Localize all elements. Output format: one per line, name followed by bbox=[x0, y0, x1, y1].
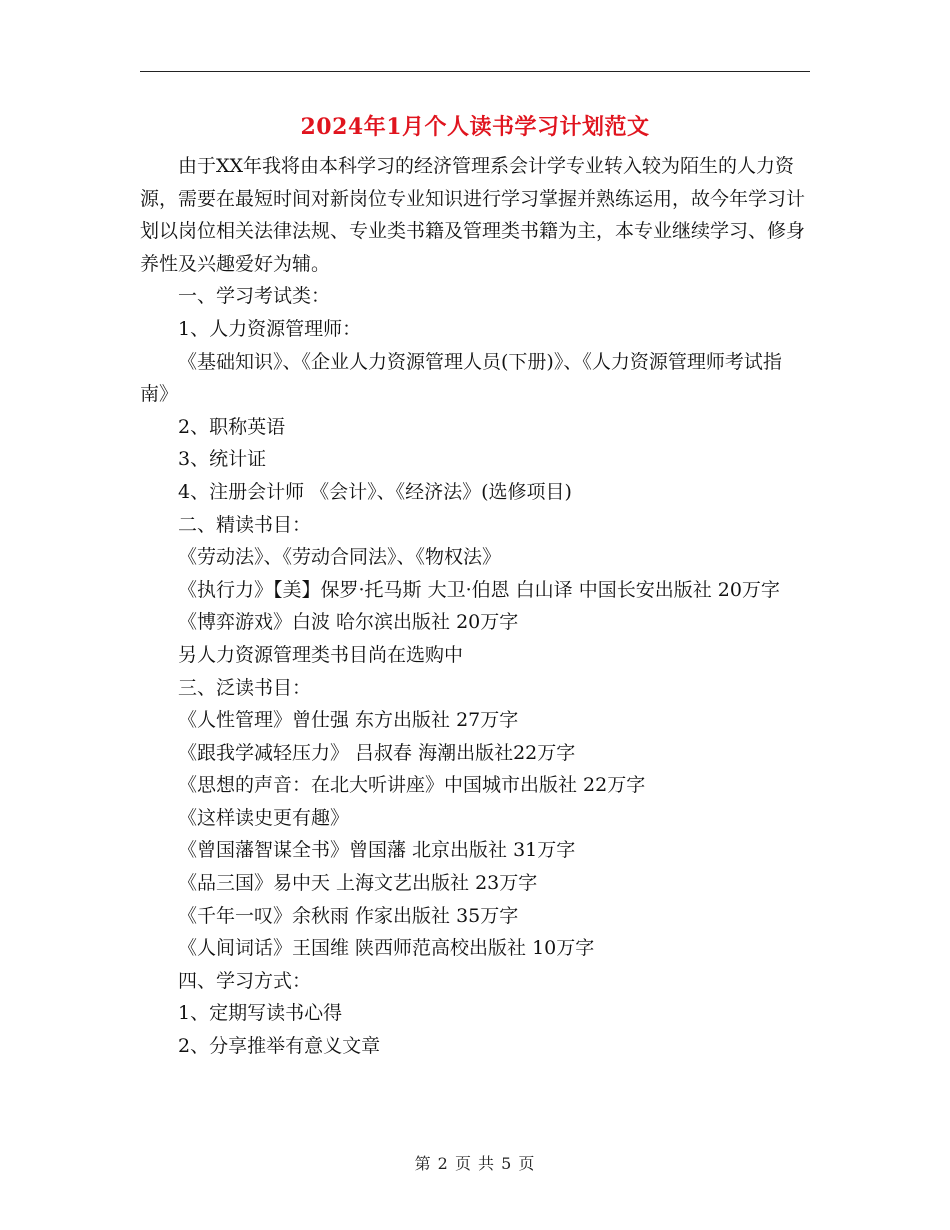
list-item: 《执行力》【美】保罗·托马斯 大卫·伯恩 白山译 中国长安出版社 20万字 bbox=[178, 578, 780, 601]
header-rule bbox=[140, 71, 810, 72]
list-item: 2、分享推举有意义文章 bbox=[178, 1035, 381, 1058]
list-item: 《思想的声音：在北大听讲座》中国城市出版社 22万字 bbox=[178, 774, 646, 797]
section-heading: 三、泛读书目： bbox=[178, 676, 312, 699]
list-item: 3、统计证 bbox=[178, 448, 267, 471]
list-item: 《这样读史更有趣》 bbox=[178, 806, 350, 829]
list-item: 《品三国》易中天 上海文艺出版社 23万字 bbox=[178, 872, 538, 895]
list-item: 另人力资源管理类书目尚在选购中 bbox=[178, 643, 464, 666]
intro-paragraph: 由于XX年我将由本科学习的经济管理系会计学专业转入较为陌生的人力资源，需要在最短时间对新岗位专业知识进行学习掌握并熟练运用，故今年学习计划以岗位相关法律法规、专业类书籍及管理类书籍为主，本专业继续学习、修身养性及兴趣爱好为辅。 bbox=[140, 155, 806, 275]
list-item: 《千年一叹》余秋雨 作家出版社 35万字 bbox=[178, 904, 519, 927]
document-body bbox=[140, 150, 810, 1063]
page-number: 第 2 页 共 5 页 bbox=[414, 1154, 536, 1173]
list-item: 2、职称英语 bbox=[178, 415, 286, 438]
list-item: 《曾国藩智谋全书》曾国藩 北京出版社 31万字 bbox=[178, 839, 576, 862]
list-item: 《跟我学减轻压力》 吕叔春 海潮出版社22万字 bbox=[178, 741, 576, 764]
list-item: 1、定期写读书心得 bbox=[178, 1002, 343, 1025]
list-item: 《人性管理》曾仕强 东方出版社 27万字 bbox=[178, 709, 519, 732]
list-item: 《基础知识》、《企业人力资源管理人员(下册)》、《人力资源管理师考试指南》 bbox=[140, 350, 782, 406]
list-item: 4、注册会计师 《会计》、《经济法》(选修项目) bbox=[178, 480, 572, 503]
document-title: 2024年1月个人读书学习计划范文 bbox=[300, 114, 650, 140]
section-heading: 一、学习考试类： bbox=[178, 285, 331, 308]
section-heading: 二、精读书目： bbox=[178, 513, 312, 536]
list-item: 《劳动法》、《劳动合同法》、《物权法》 bbox=[178, 546, 502, 569]
list-item: 1、人力资源管理师： bbox=[178, 317, 362, 340]
list-item: 《博弈游戏》白波 哈尔滨出版社 20万字 bbox=[178, 611, 519, 634]
section-heading: 四、学习方式： bbox=[178, 969, 312, 992]
list-item: 《人间词话》王国维 陕西师范高校出版社 10万字 bbox=[178, 937, 595, 960]
